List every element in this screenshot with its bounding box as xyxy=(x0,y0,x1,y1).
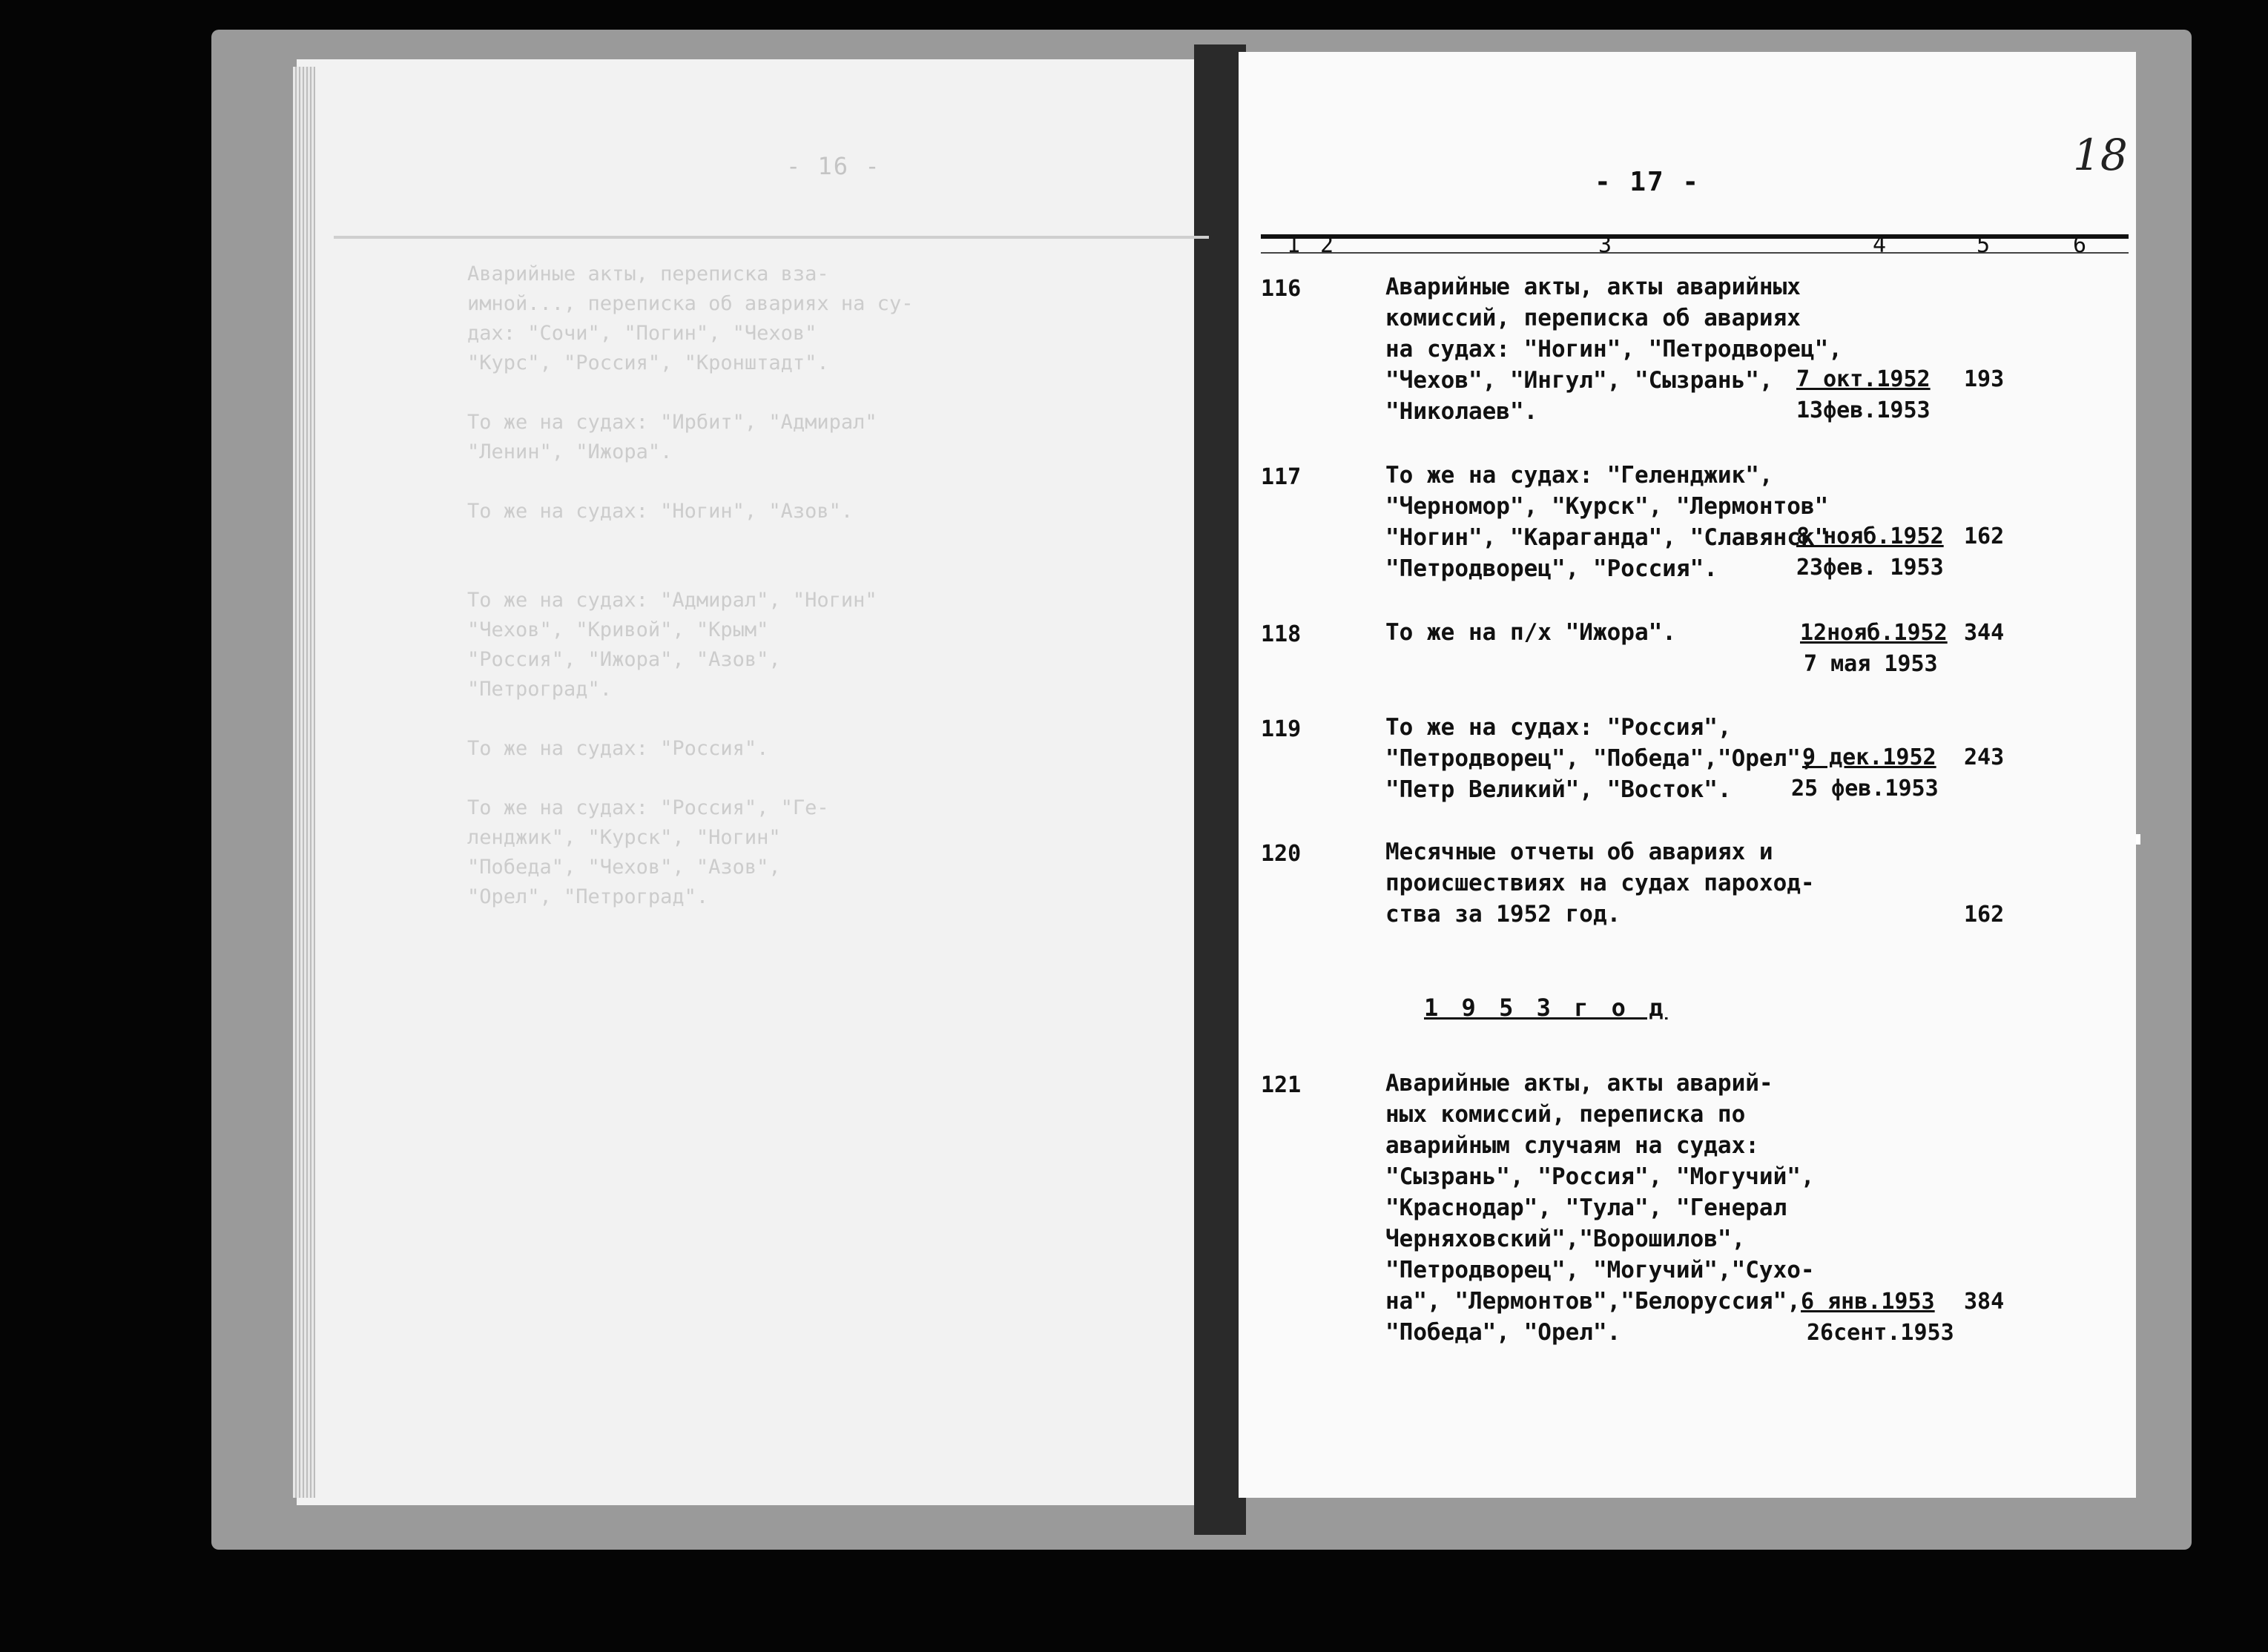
entry-number: 119 xyxy=(1261,716,1302,742)
entry-sheet-count: 243 xyxy=(1964,744,2005,770)
entry-sheet-count: 193 xyxy=(1964,366,2005,392)
entry-end-date: 26сент.1953 xyxy=(1807,1320,1954,1346)
table-header-rule xyxy=(1261,234,2129,239)
year-heading: 1 9 5 3 г о д xyxy=(1424,994,1668,1022)
entry-start-date: 7 окт.1952 xyxy=(1796,366,1931,392)
entry-title: То же на судах: "Россия", "Петродворец", "Победа","Орел", "Петр Великий", "Восток". xyxy=(1385,714,1815,803)
table-header-underline xyxy=(1261,252,2129,254)
entry-title: То же на судах: "Геленджик", "Черномор", "Курск", "Лермонтов" "Ногин", "Караганда", "Славянск" "Петродворец", "Россия". xyxy=(1385,462,1829,582)
entry-number: 120 xyxy=(1261,841,1302,867)
page-folio: - 17 - xyxy=(1595,167,1701,197)
entry-start-date: 6 янв.1953 xyxy=(1801,1289,1935,1315)
column-header-1: 1 xyxy=(1287,232,1301,258)
column-header-4: 4 xyxy=(1873,232,1887,258)
entry-end-date: 23фев. 1953 xyxy=(1796,555,1944,581)
entry-title: То же на п/х "Ижора". xyxy=(1385,619,1676,646)
entry-sheet-count: 162 xyxy=(1964,902,2005,928)
entry-sheet-count: 384 xyxy=(1964,1289,2005,1315)
entry-title: Месячные отчеты об авариях и происшествиях на судах пароход- ства за 1952 год. xyxy=(1385,839,1815,928)
column-header-5: 5 xyxy=(1977,232,1991,258)
entry-number: 117 xyxy=(1261,464,1302,490)
page-edges xyxy=(293,67,315,1498)
page-edge-mark xyxy=(2136,834,2140,845)
entry-start-date: 9 дек.1952 xyxy=(1802,744,1936,770)
entry-number: 116 xyxy=(1261,276,1302,302)
entry-end-date: 7 мая 1953 xyxy=(1804,651,1938,677)
left-page-faint-text: Аварийные акты, переписка вза- имной..., переписка об авариях на су- дах: "Сочи", "Погин", "Чехов" "Курс", "Россия", "Кронштадт". То же на судах: "Ирбит", "Адмирал" "Ленин", "Ижора". То же на судах: "Ногин", "Азов". То же на судах: "Адмирал", "Ногин" "Чехов", "Кривой", "Крым" "Россия", "Ижора", "Азов", "Петроград". То же на судах: "Россия". То же на судах: "Россия", "Ге- ленджик", "Курск", "Ногин" "Победа", "Чехов", "Азов", "Орел", "Петроград". xyxy=(467,262,914,908)
left-page-table-rule xyxy=(334,236,1209,239)
entry-number: 118 xyxy=(1261,621,1302,647)
entry-end-date: 13фев.1953 xyxy=(1796,397,1931,423)
entry-title: Аварийные акты, акты аварий- ных комиссий, переписка по аварийным случаям на судах: "Сызрань", "Россия", "Могучий", "Краснодар", "Тула", "Генерал Черняховский","Ворошилов", "Петродворец", "Могучий","Сухо- на", "Лермонтов","Белоруссия", "Победа", "Орел". xyxy=(1385,1070,1815,1346)
column-header-2: 2 xyxy=(1320,232,1334,258)
left-page-folio: - 16 - xyxy=(786,152,881,180)
entry-start-date: 12нояб.1952 xyxy=(1800,620,1948,646)
entry-end-date: 25 фев.1953 xyxy=(1791,776,1939,802)
entry-start-date: 8 нояб.1952 xyxy=(1796,523,1944,549)
entry-sheet-count: 162 xyxy=(1964,523,2005,549)
handwritten-page-number: 18 xyxy=(2073,130,2128,180)
entry-title: Аварийные акты, акты аварийных комиссий, переписка об авариях на судах: "Ногин", "Петродворец", "Чехов", "Ингул", "Сызрань", "Николаев". xyxy=(1385,274,1842,425)
column-header-3: 3 xyxy=(1598,232,1612,258)
entry-sheet-count: 344 xyxy=(1964,620,2005,646)
entry-number: 121 xyxy=(1261,1072,1302,1098)
column-header-6: 6 xyxy=(2073,232,2087,258)
